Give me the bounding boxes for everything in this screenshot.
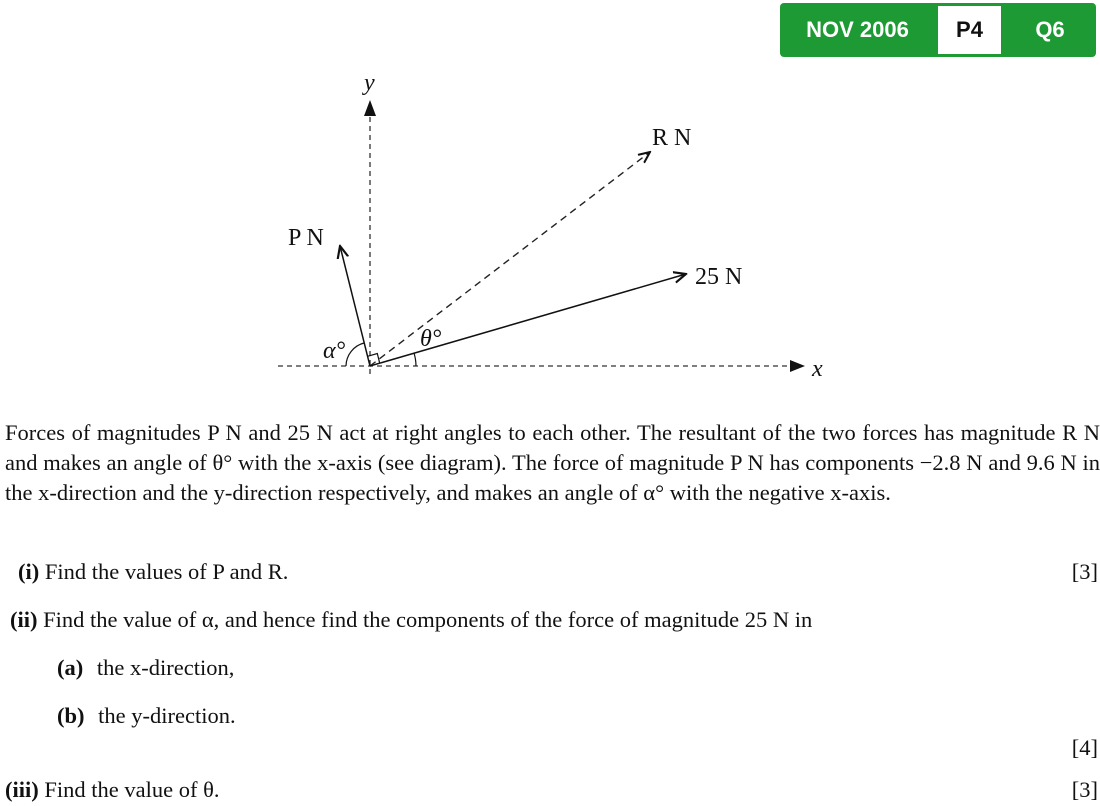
- part-text: Find the value of α, and hence find the components of the force of magnitude 25 N in: [43, 607, 813, 632]
- theta-arc: [414, 353, 416, 366]
- marks-part-ii: [4]: [1071, 735, 1098, 760]
- question-stem: [5, 418, 1100, 508]
- alpha-arc: [346, 343, 364, 366]
- force-P-label: P N: [288, 225, 324, 251]
- subpart-number: (a): [57, 655, 84, 680]
- force-25-label: 25 N: [695, 264, 743, 290]
- x-axis-label: x: [812, 356, 823, 382]
- y-axis-arrowhead: [364, 100, 376, 116]
- alpha-label: α°: [323, 338, 346, 364]
- part-iii: [5, 775, 220, 805]
- x-axis-arrowhead: [790, 360, 805, 372]
- part-ii: [10, 605, 812, 635]
- resultant-label: R N: [652, 125, 692, 151]
- force-diagram: [0, 60, 1100, 400]
- stem-text: Forces of magnitudes P N and 25 N act at right angles to each other. The resultant of the two forces has magnitude R N and makes an angle of θ° with the x-axis (see diagram). The force of magnitude P N has components −2.8 N and 9.6 N in the x-direction and the y-direction respectively, and makes an angle of α° with the negative x-axis.: [5, 420, 1100, 505]
- question-reference-badge: [780, 3, 1096, 57]
- subpart-b: [57, 701, 236, 731]
- marks-part-iii: [3]: [1071, 777, 1098, 802]
- subpart-a: [57, 653, 234, 683]
- force-25N: [370, 274, 686, 366]
- exam-session: NOV 2006: [806, 17, 909, 42]
- theta-label: θ°: [420, 326, 442, 352]
- y-axis-label: y: [364, 70, 375, 96]
- marks-part-i: [3]: [1071, 559, 1098, 584]
- part-number: (ii): [10, 607, 38, 632]
- subpart-text: the x-direction,: [96, 655, 235, 680]
- part-text: Find the values of P and R.: [44, 559, 289, 584]
- resultant-force-R: [370, 152, 650, 366]
- part-i: [18, 557, 288, 587]
- part-number: (iii): [5, 777, 39, 802]
- part-number: (i): [18, 559, 40, 584]
- part-text: Find the value of θ.: [44, 777, 220, 802]
- subpart-text: the y-direction.: [98, 703, 236, 728]
- question-number: Q6: [1035, 17, 1065, 42]
- subpart-number: (b): [57, 703, 85, 728]
- paper-number: P4: [938, 6, 1001, 54]
